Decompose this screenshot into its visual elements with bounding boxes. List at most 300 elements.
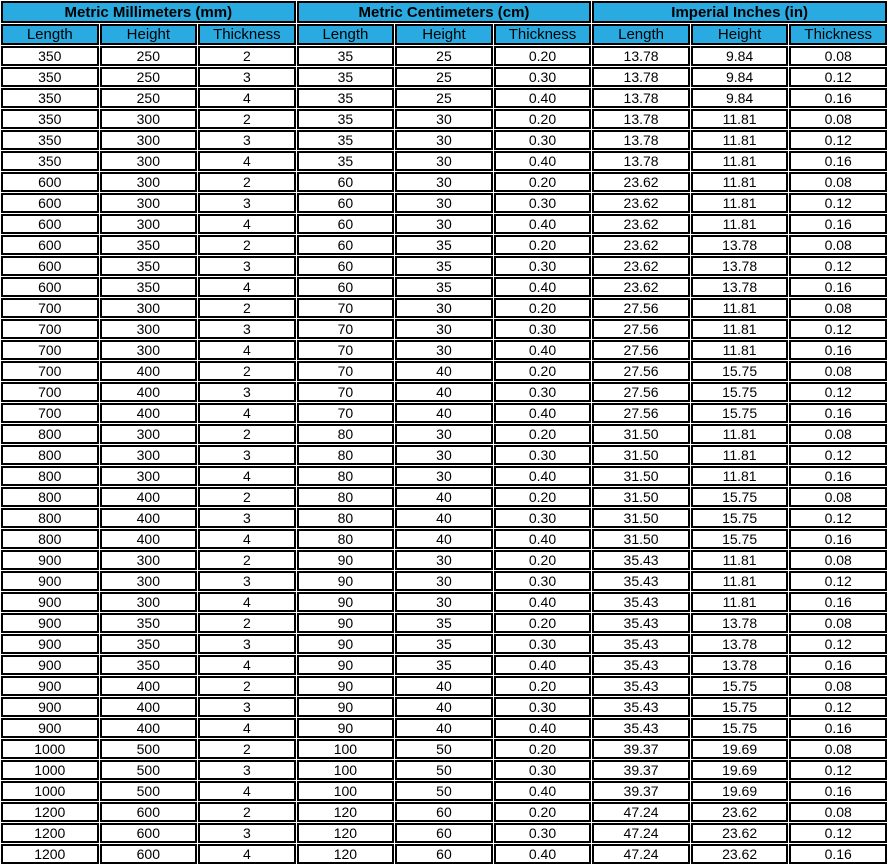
- table-cell: 47.24: [592, 844, 690, 864]
- table-cell: 0.30: [494, 508, 592, 528]
- table-cell: 800: [1, 508, 99, 528]
- table-cell: 13.78: [592, 67, 690, 87]
- table-cell: 11.81: [691, 550, 789, 570]
- table-cell: 900: [1, 613, 99, 633]
- table-cell: 35.43: [592, 613, 690, 633]
- table-cell: 0.12: [789, 382, 887, 402]
- column-header-row: [1, 24, 887, 45]
- table-row: [1, 718, 887, 738]
- table-cell: 25: [395, 67, 493, 87]
- table-cell: 2: [198, 487, 296, 507]
- table-cell: 60: [395, 802, 493, 822]
- table-cell: 13.78: [691, 277, 789, 297]
- table-row: [1, 67, 887, 87]
- table-cell: 0.16: [789, 781, 887, 801]
- table-cell: 60: [297, 172, 395, 192]
- table-cell: 0.20: [494, 172, 592, 192]
- table-cell: 400: [100, 529, 198, 549]
- table-cell: 39.37: [592, 781, 690, 801]
- table-cell: 30: [395, 193, 493, 213]
- table-cell: 35: [395, 256, 493, 276]
- table-cell: 31.50: [592, 466, 690, 486]
- table-cell: 25: [395, 88, 493, 108]
- table-cell: 2: [198, 235, 296, 255]
- table-cell: 900: [1, 592, 99, 612]
- table-cell: 0.08: [789, 739, 887, 759]
- table-cell: 1200: [1, 802, 99, 822]
- table-cell: 11.81: [691, 340, 789, 360]
- table-cell: 500: [100, 760, 198, 780]
- table-cell: 3: [198, 319, 296, 339]
- table-cell: 300: [100, 466, 198, 486]
- table-cell: 19.69: [691, 781, 789, 801]
- table-cell: 27.56: [592, 340, 690, 360]
- table-cell: 0.08: [789, 802, 887, 822]
- table-cell: 35.43: [592, 676, 690, 696]
- table-cell: 350: [100, 634, 198, 654]
- table-cell: 600: [1, 214, 99, 234]
- column-header-cm-length: Length: [297, 24, 395, 45]
- table-cell: 70: [297, 298, 395, 318]
- table-cell: 800: [1, 466, 99, 486]
- table-cell: 9.84: [691, 67, 789, 87]
- table-cell: 0.30: [494, 571, 592, 591]
- table-cell: 15.75: [691, 361, 789, 381]
- table-cell: 35: [297, 46, 395, 66]
- table-cell: 90: [297, 634, 395, 654]
- table-cell: 23.62: [592, 277, 690, 297]
- table-cell: 100: [297, 739, 395, 759]
- table-row: [1, 529, 887, 549]
- table-cell: 0.40: [494, 592, 592, 612]
- table-cell: 2: [198, 424, 296, 444]
- table-cell: 4: [198, 403, 296, 423]
- table-cell: 400: [100, 676, 198, 696]
- table-cell: 120: [297, 823, 395, 843]
- table-cell: 11.81: [691, 298, 789, 318]
- table-cell: 3: [198, 130, 296, 150]
- table-cell: 15.75: [691, 529, 789, 549]
- table-cell: 2: [198, 802, 296, 822]
- table-cell: 0.08: [789, 613, 887, 633]
- table-cell: 800: [1, 529, 99, 549]
- table-cell: 60: [297, 235, 395, 255]
- table-cell: 23.62: [592, 214, 690, 234]
- table-cell: 0.40: [494, 403, 592, 423]
- table-cell: 3: [198, 508, 296, 528]
- table-cell: 120: [297, 802, 395, 822]
- table-cell: 23.62: [592, 256, 690, 276]
- table-cell: 13.78: [691, 655, 789, 675]
- table-cell: 50: [395, 739, 493, 759]
- table-cell: 4: [198, 88, 296, 108]
- table-row: [1, 697, 887, 717]
- table-cell: 350: [1, 109, 99, 129]
- table-cell: 0.20: [494, 361, 592, 381]
- table-cell: 11.81: [691, 319, 789, 339]
- table-cell: 4: [198, 592, 296, 612]
- table-cell: 900: [1, 634, 99, 654]
- table-cell: 300: [100, 193, 198, 213]
- table-row: [1, 319, 887, 339]
- table-cell: 27.56: [592, 319, 690, 339]
- table-cell: 0.16: [789, 592, 887, 612]
- table-cell: 40: [395, 403, 493, 423]
- table-cell: 900: [1, 550, 99, 570]
- table-cell: 40: [395, 382, 493, 402]
- table-cell: 31.50: [592, 529, 690, 549]
- table-cell: 60: [297, 193, 395, 213]
- table-cell: 350: [100, 655, 198, 675]
- table-cell: 9.84: [691, 46, 789, 66]
- column-header-in-height: Height: [691, 24, 789, 45]
- table-row: [1, 445, 887, 465]
- table-row: [1, 823, 887, 843]
- table-cell: 0.12: [789, 760, 887, 780]
- table-cell: 700: [1, 319, 99, 339]
- table-cell: 0.20: [494, 739, 592, 759]
- table-row: [1, 214, 887, 234]
- table-cell: 40: [395, 361, 493, 381]
- table-cell: 30: [395, 550, 493, 570]
- table-cell: 0.40: [494, 214, 592, 234]
- table-cell: 0.08: [789, 46, 887, 66]
- table-cell: 0.40: [494, 529, 592, 549]
- table-cell: 0.12: [789, 319, 887, 339]
- table-cell: 30: [395, 424, 493, 444]
- table-row: [1, 655, 887, 675]
- table-cell: 400: [100, 697, 198, 717]
- table-cell: 15.75: [691, 403, 789, 423]
- table-row: [1, 46, 887, 66]
- table-cell: 70: [297, 382, 395, 402]
- table-cell: 35.43: [592, 550, 690, 570]
- table-cell: 90: [297, 655, 395, 675]
- table-cell: 2: [198, 172, 296, 192]
- table-cell: 4: [198, 340, 296, 360]
- table-cell: 11.81: [691, 214, 789, 234]
- table-cell: 350: [1, 46, 99, 66]
- table-cell: 30: [395, 445, 493, 465]
- table-cell: 35: [297, 88, 395, 108]
- table-cell: 70: [297, 361, 395, 381]
- table-cell: 350: [100, 277, 198, 297]
- table-cell: 15.75: [691, 508, 789, 528]
- table-cell: 0.16: [789, 403, 887, 423]
- table-cell: 30: [395, 151, 493, 171]
- table-cell: 4: [198, 214, 296, 234]
- table-cell: 13.78: [691, 235, 789, 255]
- table-row: [1, 844, 887, 864]
- table-cell: 40: [395, 487, 493, 507]
- table-cell: 80: [297, 445, 395, 465]
- column-header-in-thickness: Thickness: [789, 24, 887, 45]
- table-cell: 0.16: [789, 151, 887, 171]
- table-cell: 700: [1, 361, 99, 381]
- table-cell: 31.50: [592, 508, 690, 528]
- column-header-mm-length: Length: [1, 24, 99, 45]
- table-cell: 0.30: [494, 319, 592, 339]
- table-cell: 4: [198, 844, 296, 864]
- table-cell: 1200: [1, 823, 99, 843]
- table-cell: 120: [297, 844, 395, 864]
- table-cell: 80: [297, 466, 395, 486]
- table-cell: 27.56: [592, 382, 690, 402]
- table-cell: 30: [395, 319, 493, 339]
- table-row: [1, 487, 887, 507]
- table-cell: 250: [100, 46, 198, 66]
- table-cell: 11.81: [691, 172, 789, 192]
- table-cell: 300: [100, 424, 198, 444]
- table-cell: 1200: [1, 844, 99, 864]
- table-row: [1, 109, 887, 129]
- column-header-cm-thickness: Thickness: [494, 24, 592, 45]
- column-header-mm-height: Height: [100, 24, 198, 45]
- table-cell: 40: [395, 508, 493, 528]
- table-cell: 2: [198, 613, 296, 633]
- table-cell: 0.30: [494, 256, 592, 276]
- table-cell: 60: [297, 256, 395, 276]
- table-cell: 0.12: [789, 697, 887, 717]
- table-cell: 35: [297, 130, 395, 150]
- table-cell: 800: [1, 487, 99, 507]
- table-cell: 0.08: [789, 424, 887, 444]
- table-cell: 13.78: [592, 88, 690, 108]
- table-row: [1, 235, 887, 255]
- table-cell: 11.81: [691, 109, 789, 129]
- table-cell: 0.20: [494, 424, 592, 444]
- table-cell: 23.62: [691, 844, 789, 864]
- table-cell: 250: [100, 67, 198, 87]
- table-cell: 35.43: [592, 718, 690, 738]
- table-cell: 11.81: [691, 130, 789, 150]
- table-cell: 0.12: [789, 571, 887, 591]
- table-cell: 800: [1, 445, 99, 465]
- table-row: [1, 592, 887, 612]
- table-cell: 400: [100, 508, 198, 528]
- table-cell: 2: [198, 109, 296, 129]
- table-cell: 900: [1, 676, 99, 696]
- table-cell: 0.16: [789, 277, 887, 297]
- table-cell: 350: [100, 256, 198, 276]
- table-cell: 30: [395, 109, 493, 129]
- table-cell: 15.75: [691, 676, 789, 696]
- table-cell: 0.30: [494, 760, 592, 780]
- table-cell: 700: [1, 298, 99, 318]
- table-cell: 0.12: [789, 67, 887, 87]
- table-cell: 600: [100, 844, 198, 864]
- table-cell: 11.81: [691, 571, 789, 591]
- table-cell: 31.50: [592, 445, 690, 465]
- table-cell: 600: [1, 277, 99, 297]
- table-cell: 4: [198, 151, 296, 171]
- table-cell: 23.62: [592, 235, 690, 255]
- table-cell: 350: [1, 130, 99, 150]
- table-cell: 30: [395, 340, 493, 360]
- table-row: [1, 634, 887, 654]
- table-cell: 11.81: [691, 592, 789, 612]
- table-cell: 0.20: [494, 613, 592, 633]
- table-cell: 300: [100, 592, 198, 612]
- table-cell: 13.78: [691, 256, 789, 276]
- table-cell: 400: [100, 718, 198, 738]
- table-cell: 4: [198, 718, 296, 738]
- table-cell: 300: [100, 319, 198, 339]
- table-cell: 0.08: [789, 487, 887, 507]
- table-cell: 30: [395, 466, 493, 486]
- table-cell: 90: [297, 718, 395, 738]
- table-row: [1, 571, 887, 591]
- table-cell: 0.16: [789, 529, 887, 549]
- table-cell: 900: [1, 655, 99, 675]
- table-cell: 0.30: [494, 823, 592, 843]
- table-cell: 90: [297, 550, 395, 570]
- table-cell: 90: [297, 592, 395, 612]
- table-cell: 3: [198, 193, 296, 213]
- table-cell: 0.40: [494, 718, 592, 738]
- table-cell: 40: [395, 529, 493, 549]
- group-header-row: [1, 1, 887, 23]
- table-cell: 0.16: [789, 718, 887, 738]
- table-cell: 0.30: [494, 382, 592, 402]
- table-cell: 13.78: [691, 613, 789, 633]
- table-cell: 400: [100, 403, 198, 423]
- table-cell: 30: [395, 214, 493, 234]
- table-cell: 2: [198, 46, 296, 66]
- table-row: [1, 172, 887, 192]
- table-cell: 11.81: [691, 424, 789, 444]
- table-cell: 0.20: [494, 676, 592, 696]
- group-header-imperial-in: Imperial Inches (in): [592, 1, 887, 23]
- table-cell: 11.81: [691, 193, 789, 213]
- group-header-metric-mm: Metric Millimeters (mm): [1, 1, 296, 23]
- table-cell: 11.81: [691, 151, 789, 171]
- table-cell: 100: [297, 760, 395, 780]
- table-cell: 47.24: [592, 802, 690, 822]
- table-row: [1, 424, 887, 444]
- table-cell: 0.12: [789, 256, 887, 276]
- table-cell: 0.40: [494, 151, 592, 171]
- table-cell: 60: [297, 277, 395, 297]
- table-cell: 9.84: [691, 88, 789, 108]
- table-cell: 35: [395, 655, 493, 675]
- table-cell: 0.16: [789, 214, 887, 234]
- table-cell: 13.78: [592, 109, 690, 129]
- table-row: [1, 760, 887, 780]
- table-row: [1, 298, 887, 318]
- table-cell: 70: [297, 340, 395, 360]
- table-cell: 60: [297, 214, 395, 234]
- table-cell: 0.40: [494, 844, 592, 864]
- table-row: [1, 676, 887, 696]
- table-cell: 3: [198, 823, 296, 843]
- table-cell: 3: [198, 760, 296, 780]
- table-row: [1, 382, 887, 402]
- table-cell: 0.30: [494, 445, 592, 465]
- table-cell: 2: [198, 550, 296, 570]
- table-cell: 350: [1, 88, 99, 108]
- table-cell: 1000: [1, 760, 99, 780]
- table-cell: 30: [395, 172, 493, 192]
- table-cell: 700: [1, 403, 99, 423]
- table-cell: 50: [395, 760, 493, 780]
- table-cell: 0.40: [494, 466, 592, 486]
- table-cell: 3: [198, 697, 296, 717]
- table-cell: 400: [100, 487, 198, 507]
- table-cell: 35.43: [592, 697, 690, 717]
- table-cell: 0.08: [789, 109, 887, 129]
- table-cell: 3: [198, 634, 296, 654]
- table-cell: 13.78: [592, 46, 690, 66]
- table-cell: 23.62: [691, 823, 789, 843]
- table-row: [1, 193, 887, 213]
- table-cell: 23.62: [592, 193, 690, 213]
- table-row: [1, 277, 887, 297]
- table-cell: 0.40: [494, 277, 592, 297]
- table-cell: 35: [395, 613, 493, 633]
- table-cell: 0.20: [494, 802, 592, 822]
- table-cell: 27.56: [592, 361, 690, 381]
- table-cell: 500: [100, 781, 198, 801]
- table-cell: 27.56: [592, 403, 690, 423]
- table-cell: 0.40: [494, 88, 592, 108]
- table-cell: 60: [395, 844, 493, 864]
- table-cell: 600: [100, 802, 198, 822]
- table-cell: 35.43: [592, 634, 690, 654]
- table-cell: 30: [395, 592, 493, 612]
- table-cell: 3: [198, 571, 296, 591]
- table-cell: 35: [297, 151, 395, 171]
- table-row: [1, 466, 887, 486]
- table-cell: 30: [395, 298, 493, 318]
- table-cell: 30: [395, 130, 493, 150]
- table-cell: 0.30: [494, 67, 592, 87]
- table-cell: 27.56: [592, 298, 690, 318]
- table-cell: 4: [198, 277, 296, 297]
- table-row: [1, 781, 887, 801]
- table-cell: 100: [297, 781, 395, 801]
- table-row: [1, 256, 887, 276]
- table-cell: 70: [297, 319, 395, 339]
- table-row: [1, 613, 887, 633]
- table-row: [1, 361, 887, 381]
- column-header-mm-thickness: Thickness: [198, 24, 296, 45]
- table-cell: 39.37: [592, 760, 690, 780]
- table-cell: 25: [395, 46, 493, 66]
- table-cell: 0.12: [789, 130, 887, 150]
- table-cell: 35: [297, 109, 395, 129]
- table-cell: 1000: [1, 739, 99, 759]
- table-cell: 2: [198, 676, 296, 696]
- table-cell: 400: [100, 361, 198, 381]
- table-cell: 600: [100, 823, 198, 843]
- table-cell: 30: [395, 571, 493, 591]
- table-cell: 40: [395, 676, 493, 696]
- table-cell: 35: [395, 277, 493, 297]
- table-cell: 4: [198, 466, 296, 486]
- table-cell: 0.08: [789, 676, 887, 696]
- table-cell: 250: [100, 88, 198, 108]
- table-cell: 600: [1, 256, 99, 276]
- table-cell: 600: [1, 172, 99, 192]
- table-cell: 15.75: [691, 487, 789, 507]
- table-cell: 2: [198, 298, 296, 318]
- table-cell: 47.24: [592, 823, 690, 843]
- table-cell: 0.40: [494, 781, 592, 801]
- table-cell: 4: [198, 529, 296, 549]
- table-cell: 35.43: [592, 571, 690, 591]
- table-cell: 35.43: [592, 592, 690, 612]
